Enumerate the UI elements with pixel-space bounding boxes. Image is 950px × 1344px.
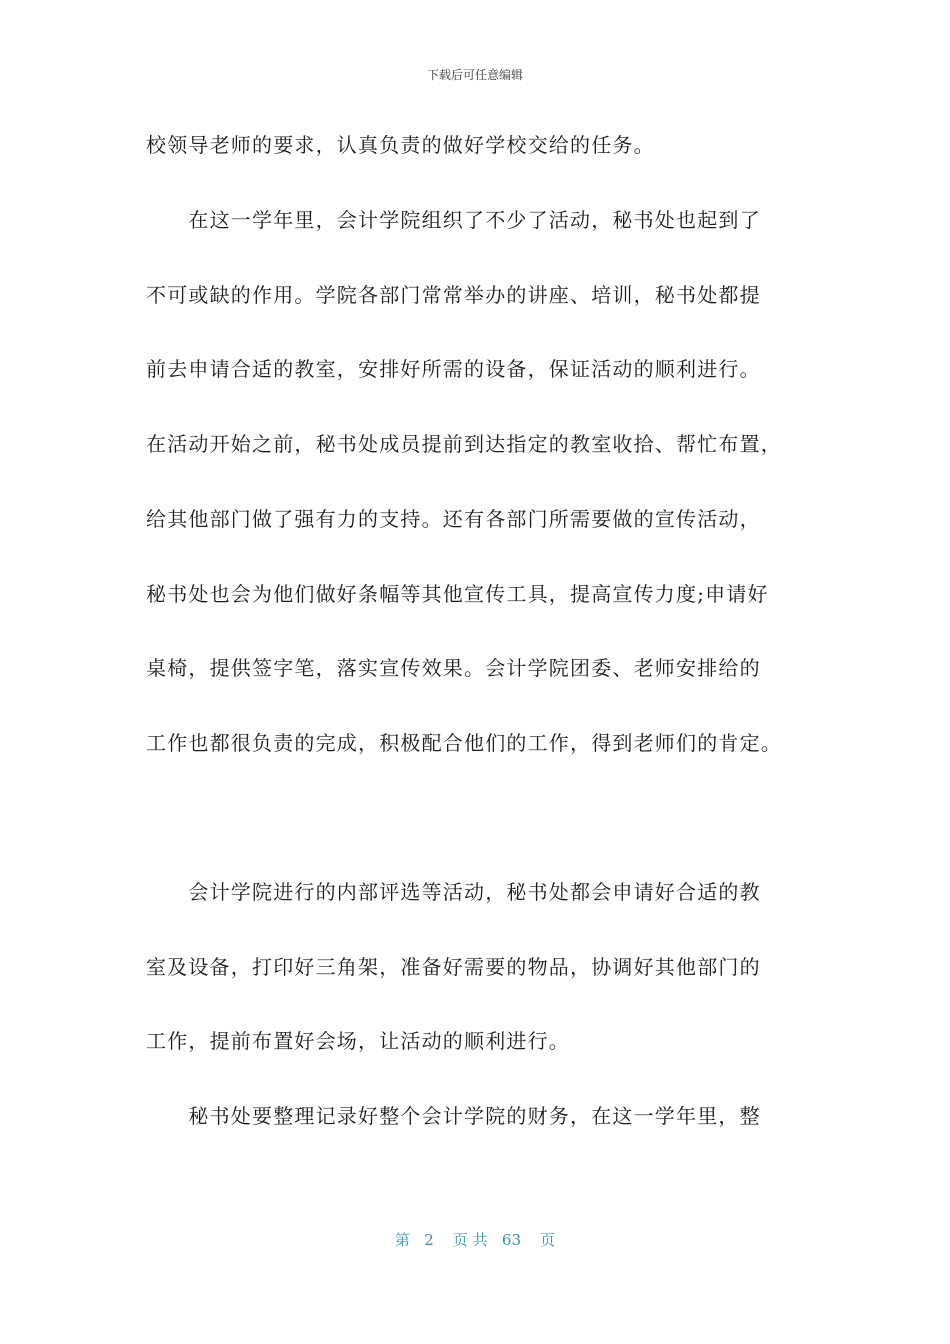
body-line: 秘书处要整理记录好整个会计学院的财务，在这一学年里，整	[146, 1104, 761, 1128]
body-line: 桌椅，提供签字笔，落实宣传效果。会计学院团委、老师安排给的	[146, 656, 761, 680]
body-line: 在这一学年里，会计学院组织了不少了活动，秘书处也起到了	[146, 208, 761, 232]
current-page-number: 2	[424, 1231, 434, 1249]
body-line: 工作也都很负责的完成，积极配合他们的工作，得到老师们的肯定。	[146, 731, 782, 755]
footer-prefix: 第	[394, 1231, 410, 1249]
body-line: 在活动开始之前，秘书处成员提前到达指定的教室收拾、帮忙布置，	[146, 432, 782, 456]
body-line: 给其他部门做了强有力的支持。还有各部门所需要做的宣传活动，	[146, 507, 761, 531]
body-line: 前去申请合适的教室，安排好所需的设备，保证活动的顺利进行。	[146, 357, 761, 381]
body-line: 校领导老师的要求，认真负责的做好学校交给的任务。	[146, 133, 655, 157]
footer-middle: 页 共	[452, 1231, 488, 1249]
body-line: 秘书处也会为他们做好条幅等其他宣传工具，提高宣传力度;申请好	[146, 582, 769, 606]
body-line: 室及设备，打印好三角架，准备好需要的物品，协调好其他部门的	[146, 955, 761, 979]
body-line: 会计学院进行的内部评选等活动，秘书处都会申请好合适的教	[146, 880, 761, 904]
body-line: 工作，提前布置好会场，让活动的顺利进行。	[146, 1029, 570, 1053]
page-header: 下载后可任意编辑	[426, 68, 523, 82]
page-footer	[0, 1229, 950, 1250]
footer-suffix: 页	[540, 1231, 556, 1249]
body-line: 不可或缺的作用。学院各部门常常举办的讲座、培训，秘书处都提	[146, 283, 761, 307]
total-page-count: 63	[501, 1231, 522, 1249]
